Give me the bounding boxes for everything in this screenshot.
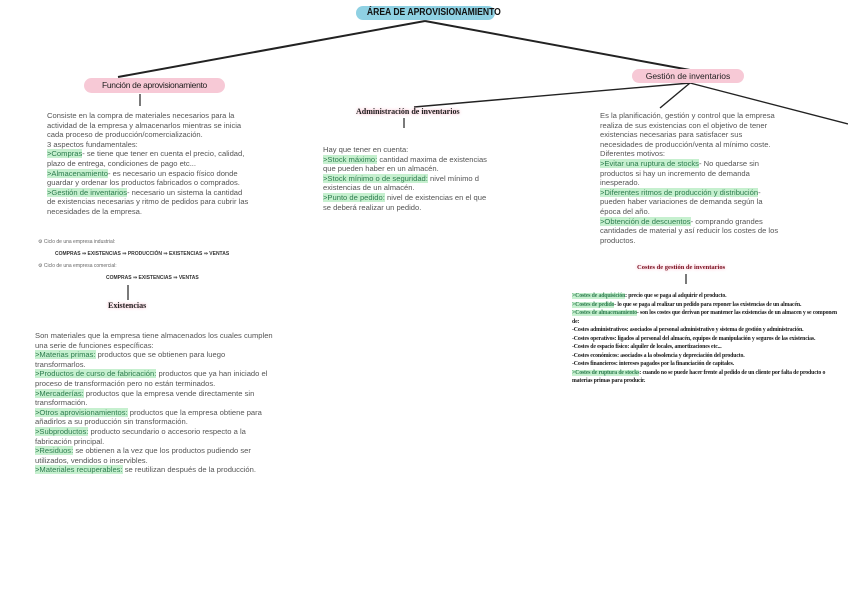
- gestion-description: [600, 111, 785, 245]
- item-text: -Costes económicos: asociados a la obsolencia y depreciación del producto.: [572, 352, 745, 359]
- branch-administracion-label: Administración de inventarios: [356, 107, 460, 116]
- item-key: >Mercaderías:: [35, 388, 84, 398]
- branch-gestion-label: Gestión de inventarios: [645, 71, 731, 81]
- list-item: [35, 408, 275, 427]
- list-item: [323, 193, 493, 212]
- item-key: >Punto de pedido:: [323, 192, 385, 202]
- item-key: >Stock máximo:: [323, 154, 378, 164]
- list-item: [35, 427, 275, 446]
- branch-costes-label: Costes de gestión de inventarios: [637, 264, 726, 271]
- item-key: >Diferentes ritmos de producción y distribución: [600, 187, 759, 197]
- item-key: >Residuos:: [35, 446, 74, 456]
- item-text: - es necesario un espacio físico donde guardar y ordenar los productos fabricados o comprados.: [47, 168, 240, 188]
- item-text: : cuando no se puede hacer frente al pedido de un cliente por falta de producto o materias primas para producir.: [572, 369, 826, 384]
- item-text: -Costes administrativos: asociados al personal administrativo y sistema de gestión y administración.: [572, 327, 804, 333]
- main-title: [356, 6, 501, 20]
- item-text: - lo que se paga al realizar un pedido para reponer las existencias de un almacén.: [614, 301, 802, 308]
- funcion-intro: Consiste en la compra de materiales necesarios para la actividad de la empresa y almacenarlos mientras se inicia cada proceso de producción/comercialización.: [47, 111, 242, 140]
- list-item: [572, 292, 844, 301]
- item-text: cantidad maxima de existencias que pueden haber en un almacén.: [323, 154, 487, 174]
- branch-funcion: [84, 78, 225, 93]
- list-item: [572, 352, 844, 361]
- branch-funcion-label: Función de aprovisionamiento: [101, 80, 207, 90]
- costes-description: [572, 292, 844, 386]
- list-item: [323, 155, 493, 174]
- item-text: productos que la empresa obtiene para añadirlos a su producción sin transformación.: [35, 407, 262, 427]
- cycle-industrial-flow: COMPRAS ⇒ EXISTENCIAS ⇒ PRODUCCIÓN ⇒ EXISTENCIAS ⇒ VENTAS: [55, 251, 230, 257]
- list-item: [572, 326, 844, 335]
- list-item: [35, 446, 275, 465]
- list-item: [572, 301, 844, 310]
- item-text: : precio que se paga al adquirir el producto.: [625, 293, 727, 299]
- item-text: nivel mínimo d existencias de un almacén.: [323, 173, 479, 193]
- item-key: >Gestión de inventarios: [47, 187, 127, 197]
- cycle-comercial-text: Ciclo de una empresa comercial:: [43, 263, 117, 269]
- item-key: >Costes de pedido: [572, 301, 615, 308]
- cycle-comercial-label: [38, 263, 117, 269]
- list-item: [47, 169, 252, 188]
- item-text: productos que ya han iniciado el proceso de transformación pero no están terminados.: [35, 369, 268, 388]
- item-text: - No quedarse sin productos si hay un incremento de demanda inesperado.: [600, 158, 759, 188]
- item-key: >Materiales recuperables:: [35, 465, 123, 475]
- item-key: >Evitar una ruptura de stocks: [600, 158, 699, 168]
- item-text: - son los costes que derivan por mantener las existencias de un almacen y se componen de:: [572, 310, 837, 325]
- item-text: - comprando grandes cantidades de material y así reducir los costes de los productos.: [600, 216, 779, 245]
- branch-existencias-label: Existencias: [108, 301, 147, 310]
- item-text: -Costes de espacio físico: alquiler de locales, amortizaciones etc...: [572, 344, 722, 350]
- list-item: [323, 174, 493, 193]
- item-key: >Subproductos:: [35, 426, 89, 436]
- administracion-description: [323, 145, 493, 212]
- item-text: productos que se obtienen para luego transformarlos.: [35, 350, 226, 369]
- item-text: - pueden haber variaciones de demanda según la época del año.: [600, 187, 763, 216]
- gestion-intro: Es la planificación, gestión y control que la empresa realiza de sus existencias con el objetivo de tener existencias necesarias para satisfacer sus necesidades de producción/venta al mínimo coste.: [600, 111, 775, 149]
- funcion-description: [47, 111, 252, 217]
- item-text: -Costes operativos: ligados al personal del almacén, equipos de manipulación y seguros de las existencias.: [572, 335, 816, 342]
- item-key: >Costes de adquisición: [572, 293, 626, 299]
- list-item: [35, 350, 275, 369]
- list-item: [572, 369, 844, 386]
- item-text: -Costes financieros: intereses pagados por la financiación de capitales.: [572, 361, 734, 367]
- funcion-aspects: 3 aspectos fundamentales:: [47, 139, 138, 149]
- item-key: >Costes de ruptura de stocks: [572, 369, 640, 376]
- item-text: - se tiene que tener en cuenta el precio, calidad, plazo de entrega, condiciones de pago etc...: [47, 149, 245, 168]
- list-item: [572, 360, 844, 369]
- list-item: [600, 159, 785, 188]
- list-item: [600, 217, 785, 246]
- branch-gestion: [632, 69, 744, 83]
- item-key: >Compras: [47, 149, 83, 159]
- cycle-industrial-text: Ciclo de una empresa industrial:: [43, 239, 116, 245]
- branch-existencias: [108, 301, 146, 310]
- main-title-text: ÁREA DE APROVISIONAMIENTO: [366, 7, 501, 18]
- list-item: [47, 149, 252, 168]
- administracion-intro: Hay que tener en cuenta:: [323, 145, 409, 154]
- list-item: [572, 309, 844, 326]
- item-key: >Almacenamiento: [47, 168, 108, 178]
- item-text: productos que la empresa vende directamente sin transformación.: [35, 388, 255, 408]
- item-text: nivel de existencias en el que se deberá realizar un pedido.: [323, 192, 487, 212]
- item-key: >Materias primas:: [35, 350, 96, 360]
- item-text: se obtienen a la vez que los productos pudiendo ser utilizados, vendidos o inservibles.: [35, 446, 251, 465]
- branch-administracion: [356, 107, 460, 116]
- list-item: [35, 465, 275, 475]
- list-item: [35, 389, 275, 408]
- item-text: se reutilizan después de la producción.: [122, 465, 256, 475]
- item-key: >Obtención de descuentos: [600, 216, 691, 226]
- list-item: [572, 343, 844, 352]
- item-text: producto secundario o accesorio respecto a la fabricación principal.: [35, 426, 246, 446]
- list-item: [47, 188, 252, 217]
- list-item: [572, 335, 844, 344]
- bullet-icon: ⚙: [38, 239, 43, 245]
- bullet-icon: ⚙: [38, 263, 43, 269]
- gestion-motives: Diferentes motivos:: [600, 149, 665, 159]
- cycle-comercial-flow: COMPRAS ⇒ EXISTENCIAS ⇒ VENTAS: [106, 275, 199, 281]
- item-key: >Stock mínimo o de seguridad:: [323, 173, 428, 183]
- existencias-description: [35, 331, 275, 475]
- existencias-intro: Son materiales que la empresa tiene almacenados los cuales cumplen una serie de funciones específicas:: [35, 331, 273, 350]
- cycle-industrial-label: [38, 239, 115, 245]
- item-key: >Productos de curso de fabricación:: [35, 369, 157, 379]
- list-item: [600, 188, 785, 217]
- list-item: [35, 369, 275, 388]
- item-key: >Otros aprovisionamientos:: [35, 407, 128, 417]
- item-key: >Costes de almacenamiento: [572, 310, 637, 316]
- item-text: - necesario un sistema la cantidad de existencias necesarias y ritmo de pedidos para cubrir las necesidades de la empresa.: [47, 187, 249, 216]
- branch-costes: [637, 264, 725, 271]
